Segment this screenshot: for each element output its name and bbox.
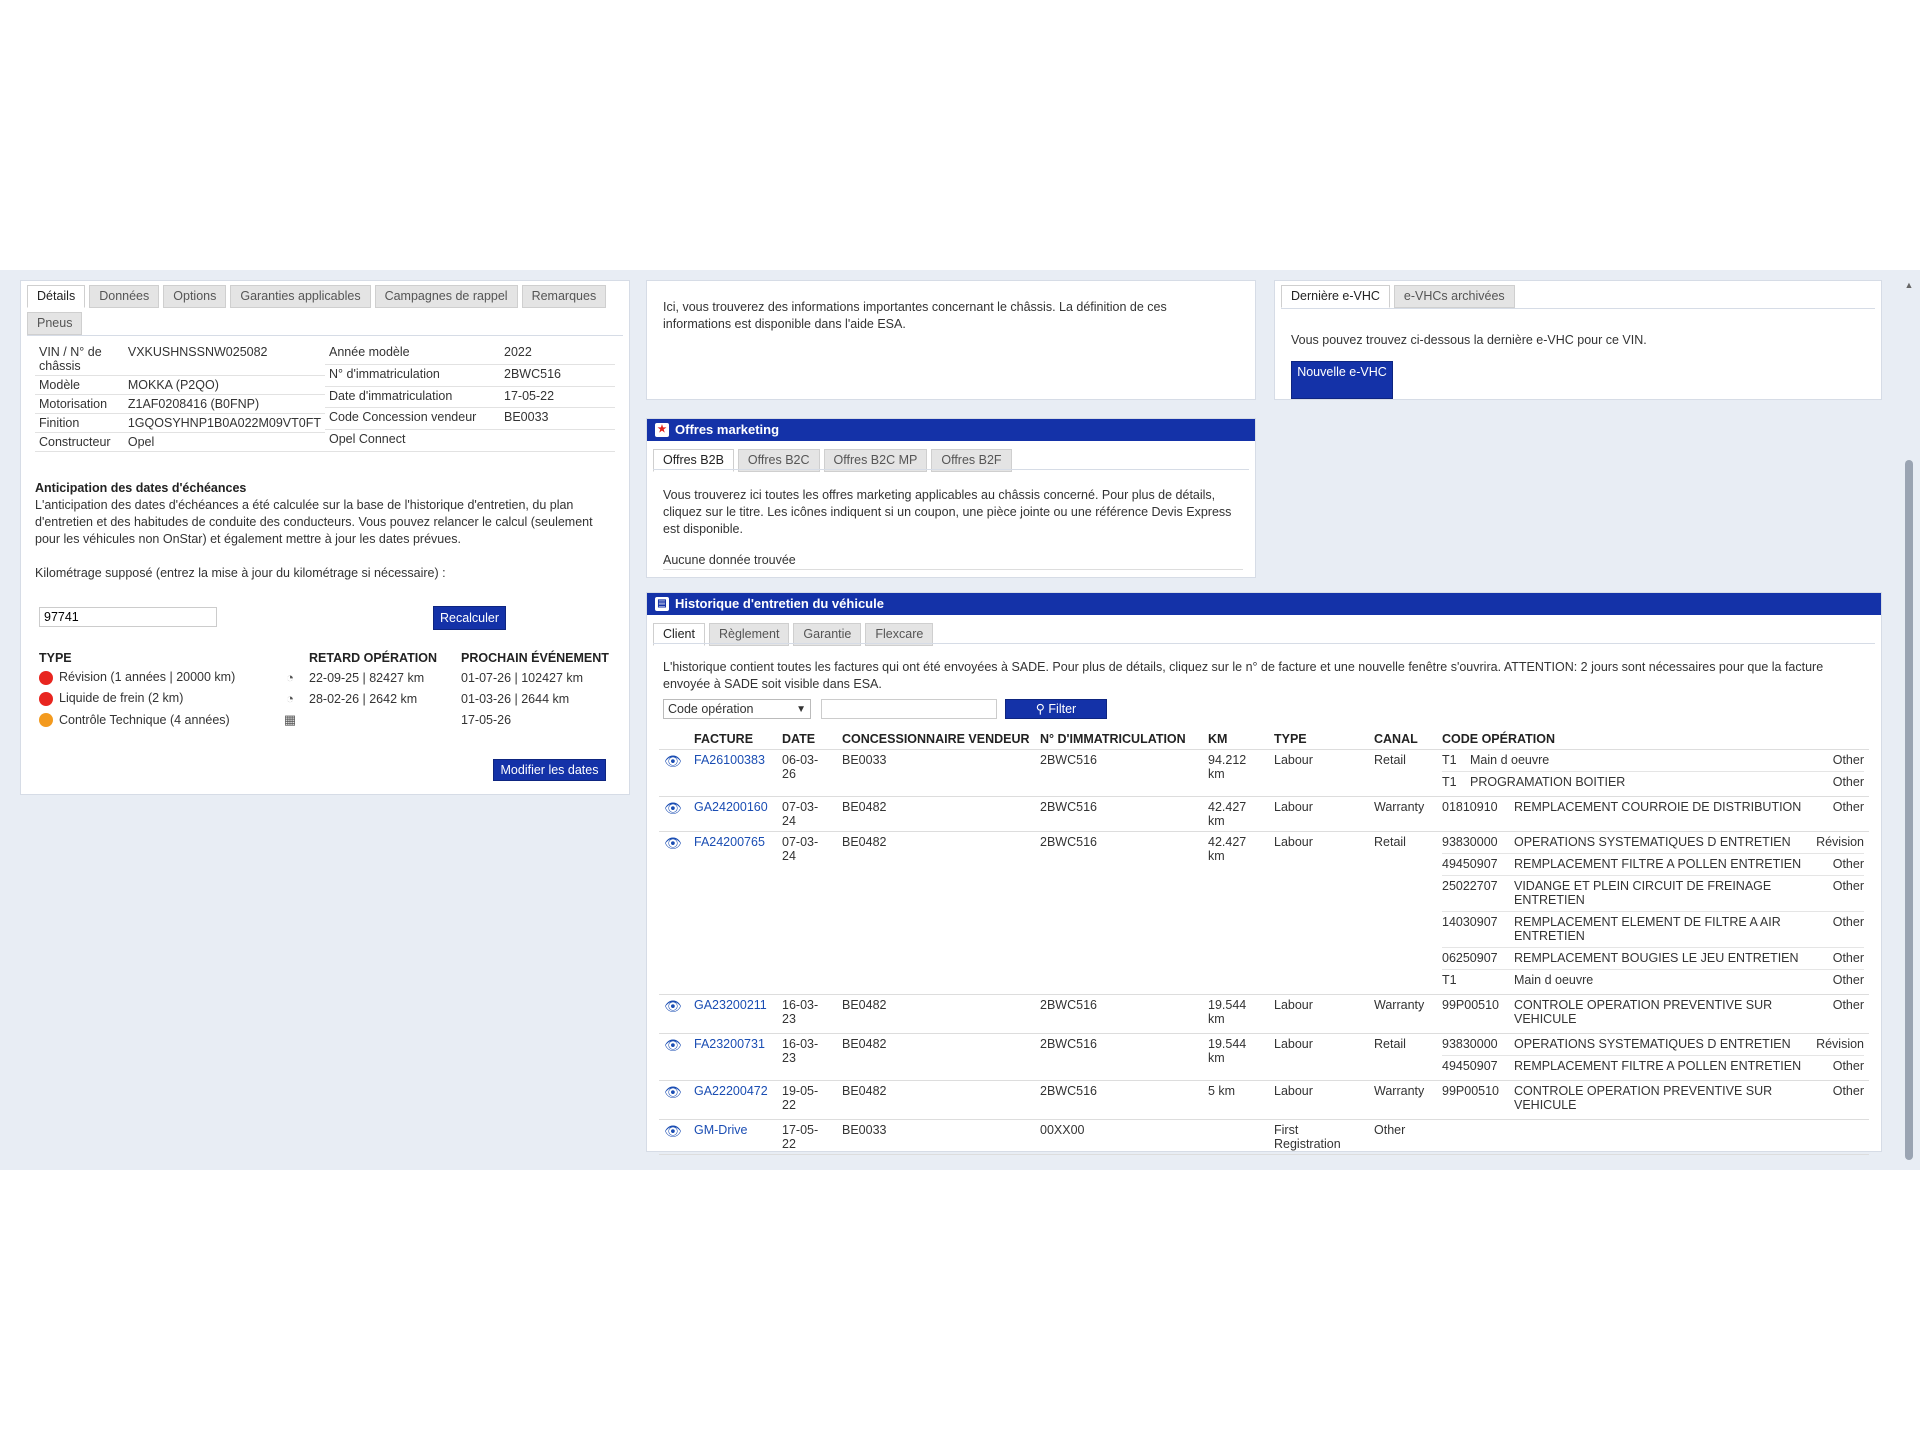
schedule-header-row [35, 649, 623, 667]
operation-category: Other [1832, 800, 1864, 814]
operation-item [1442, 912, 1864, 948]
filter-input[interactable] [821, 699, 997, 719]
marketing-tab-offres-b2f[interactable]: Offres B2F [931, 449, 1011, 472]
history-dealer: BE0482 [837, 995, 1035, 1034]
operation-code: T1 [1442, 753, 1457, 767]
marketing-tab-offres-b2c[interactable]: Offres B2C [738, 449, 820, 472]
schedule-type: Liquide de frein (2 km) [59, 691, 184, 706]
info-value: BE0033 [500, 408, 615, 430]
eye-icon[interactable]: 👁 [664, 835, 682, 851]
operation-category: Other [1832, 753, 1864, 767]
operation-category: Other [1804, 912, 1864, 948]
km-label: Kilométrage supposé (entrez la mise à jour du kilométrage si nécessaire) : [35, 566, 446, 580]
schedule-next: 01-07-26 | 102427 km [461, 670, 584, 685]
operation-list [1442, 1084, 1864, 1116]
schedule-delay: 28-02-26 | 2642 km [309, 691, 418, 706]
history-canal: Other [1369, 1120, 1437, 1155]
marketing-text: Vous trouverez ici toutes les offres marketing applicables au châssis concerné. Pour plus de détails, cliquez sur le titre. Les icônes indiquent si un coupon, une pièce jointe ou une référence Devis Express est disponible. [663, 488, 1232, 536]
history-row [659, 1034, 1869, 1081]
history-plate: 2BWC516 [1035, 1081, 1203, 1120]
new-evhc-button[interactable]: Nouvelle e-VHC [1291, 361, 1393, 399]
col-invoice: FACTURE [689, 729, 777, 750]
invoice-link[interactable]: FA23200731 [694, 1037, 765, 1051]
operation-code: 93830000 [1442, 1037, 1498, 1051]
details-tab-campagnes-de-rappel[interactable]: Campagnes de rappel [375, 285, 518, 308]
info-label: N° d'immatriculation [325, 364, 500, 386]
invoice-link[interactable]: GA22200472 [694, 1084, 768, 1098]
history-header [647, 593, 1881, 615]
scrollbar-thumb[interactable] [1905, 460, 1913, 1160]
history-dealer: BE0033 [837, 750, 1035, 797]
operation-category: Révision [1816, 1037, 1864, 1051]
info-label: Opel Connect [325, 430, 500, 452]
history-km: 19.544 km [1203, 1034, 1269, 1081]
history-plate: 2BWC516 [1035, 1034, 1203, 1081]
history-text: L'historique contient toutes les factures qui ont été envoyées à SADE. Pour plus de détails, cliquez sur le n° de facture et une nouvelle fenêtre s'ouvrira. ATTENTION: 2 jours sont nécessaires pour que la facture envoyée à SADE soit visible dans ESA. [663, 660, 1824, 691]
history-date: 17-05-22 [777, 1120, 837, 1155]
history-plate: 2BWC516 [1035, 750, 1203, 797]
history-date: 06-03-26 [777, 750, 837, 797]
chevron-down-icon: ▼ [796, 703, 806, 715]
marketing-title: Offres marketing [675, 422, 780, 437]
operation-category: Other [1832, 1084, 1864, 1098]
recalculate-button[interactable]: Recalculer [433, 606, 506, 630]
filter-select-value: Code opération [668, 702, 754, 716]
schedule-type: Contrôle Technique (4 années) [59, 712, 230, 727]
history-type: Labour [1269, 797, 1369, 832]
history-plate: 00XX00 [1035, 1120, 1203, 1155]
evhc-tabs [1275, 281, 1881, 308]
history-row [659, 832, 1869, 995]
history-tab-flexcare[interactable]: Flexcare [865, 623, 933, 646]
info-label: Finition [35, 414, 124, 433]
history-type: Labour [1269, 1034, 1369, 1081]
marketing-tab-offres-b2c-mp[interactable]: Offres B2C MP [824, 449, 928, 472]
info-value: Opel [124, 433, 325, 452]
history-type: Labour [1269, 995, 1369, 1034]
history-type: First Registration [1269, 1120, 1369, 1155]
operation-item [1442, 753, 1864, 772]
schedule-delay [305, 709, 457, 731]
vehicle-details-panel [20, 280, 630, 795]
operation-description: PROGRAMATION BOITIER [1470, 772, 1804, 794]
chassis-info-panel [646, 280, 1256, 400]
schedule-next: 17-05-26 [461, 713, 512, 727]
col-km: KM [1203, 729, 1269, 750]
info-value: 17-05-22 [500, 386, 615, 408]
history-date: 07-03-24 [777, 832, 837, 995]
history-canal: Warranty [1369, 995, 1437, 1034]
schedule-row [35, 688, 623, 709]
info-label: Constructeur [35, 433, 124, 452]
operation-item [1442, 1084, 1864, 1116]
info-row [325, 386, 615, 408]
schedule-row [35, 709, 623, 731]
operation-description: REMPLACEMENT FILTRE A POLLEN ENTRETIEN [1514, 854, 1804, 876]
status-dot [39, 692, 53, 706]
operation-code: 99P00510 [1442, 998, 1500, 1012]
operation-description: CONTROLE OPERATION PREVENTIVE SUR VEHICULE [1514, 1084, 1773, 1112]
operation-item [1442, 854, 1864, 876]
evhc-text: Vous pouvez trouvez ci-dessous la dernière e-VHC pour ce VIN. [1291, 333, 1647, 347]
history-km: 42.427 km [1203, 797, 1269, 832]
operation-item [1442, 876, 1864, 912]
schedule-delay: 22-09-25 | 82427 km [309, 670, 425, 685]
info-value: VXKUSHNSSNW025082 [124, 343, 325, 376]
history-panel [646, 592, 1882, 1152]
history-date: 19-05-22 [777, 1081, 837, 1120]
operation-category: Other [1832, 998, 1864, 1012]
history-tab-reglement[interactable]: Règlement [709, 623, 789, 646]
details-tab-garanties-applicables[interactable]: Garanties applicables [230, 285, 370, 308]
info-label: Code Concession vendeur [325, 408, 500, 430]
schedule-table [35, 649, 623, 731]
operation-category: Other [1804, 854, 1864, 876]
col-operation: CODE OPÉRATION [1437, 729, 1869, 750]
scroll-up-icon[interactable]: ▲ [1904, 280, 1914, 290]
info-value: 2BWC516 [500, 364, 615, 386]
operation-item [1442, 1037, 1864, 1056]
operation-description: CONTROLE OPERATION PREVENTIVE SUR VEHICULE [1514, 998, 1773, 1026]
history-row [659, 750, 1869, 797]
details-tab-options[interactable]: Options [163, 285, 226, 308]
details-tabs [21, 281, 629, 335]
operation-item [1442, 948, 1864, 970]
operation-code: T1 [1442, 772, 1470, 794]
invoice-link[interactable]: FA24200765 [694, 835, 765, 849]
modify-dates-button[interactable]: Modifier les dates [493, 759, 606, 781]
operation-code: 14030907 [1442, 912, 1514, 948]
info-row [325, 343, 615, 364]
col-canal: CANAL [1369, 729, 1437, 750]
operation-category: Other [1804, 876, 1864, 912]
info-row [325, 364, 615, 386]
history-km: 94.212 km [1203, 750, 1269, 797]
history-dealer: BE0482 [837, 1034, 1035, 1081]
filter-button-label: Filter [1048, 702, 1077, 716]
invoice-link[interactable]: FA26100383 [694, 753, 765, 767]
col-delay: RETARD OPÉRATION [309, 651, 438, 665]
invoice-link[interactable]: GM-Drive [694, 1123, 748, 1137]
star-icon: ★ [655, 423, 669, 437]
info-value: 2022 [500, 343, 615, 364]
operation-item [1442, 800, 1864, 818]
operation-list [1442, 998, 1864, 1030]
operation-list [1442, 753, 1864, 793]
operation-description: Main d oeuvre [1470, 753, 1550, 767]
history-canal: Warranty [1369, 1081, 1437, 1120]
history-plate: 2BWC516 [1035, 797, 1203, 832]
info-label: Année modèle [325, 343, 500, 364]
history-dealer: BE0482 [837, 797, 1035, 832]
eye-icon[interactable]: 👁 [664, 1037, 682, 1053]
operation-item [1442, 970, 1864, 992]
invoice-link[interactable]: GA23200211 [694, 998, 767, 1012]
operation-description: VIDANGE ET PLEIN CIRCUIT DE FREINAGE ENTRETIEN [1514, 876, 1804, 912]
history-tab-garantie[interactable]: Garantie [793, 623, 861, 646]
operation-code: 93830000 [1442, 835, 1498, 849]
chassis-info-text: Ici, vous trouverez des informations importantes concernant le châssis. La définition de ces informations est disponible dans l'aide ESA. [663, 300, 1167, 331]
eye-icon[interactable]: 👁 [664, 753, 682, 769]
operation-description: REMPLACEMENT COURROIE DE DISTRIBUTION [1514, 800, 1802, 814]
operation-item [1442, 772, 1864, 794]
vehicle-info-left [35, 343, 325, 452]
history-dealer: BE0482 [837, 1081, 1035, 1120]
operation-category: Other [1804, 948, 1864, 970]
details-tab-details[interactable]: Détails [27, 285, 85, 308]
operation-item [1442, 835, 1864, 854]
vehicle-info-right [325, 343, 615, 452]
history-date: 16-03-23 [777, 995, 837, 1034]
operation-description: REMPLACEMENT BOUGIES LE JEU ENTRETIEN [1514, 948, 1804, 970]
history-type: Labour [1269, 832, 1369, 995]
eye-icon[interactable]: 👁 [664, 800, 682, 816]
operation-category: Other [1804, 772, 1864, 794]
history-tab-client[interactable]: Client [653, 623, 705, 646]
info-label: VIN / N° de châssis [35, 343, 124, 376]
operation-code: 49450907 [1442, 1056, 1514, 1078]
history-plate: 2BWC516 [1035, 832, 1203, 995]
operation-code: 25022707 [1442, 876, 1514, 912]
marketing-tab-offres-b2b[interactable]: Offres B2B [653, 449, 734, 472]
history-canal: Retail [1369, 1034, 1437, 1081]
info-row [35, 376, 325, 395]
application-viewport [0, 270, 1920, 1170]
operation-category: Other [1804, 1056, 1864, 1078]
details-tab-donnees[interactable]: Données [89, 285, 159, 308]
info-row [325, 408, 615, 430]
eye-icon[interactable]: 👁 [664, 1084, 682, 1100]
evhc-tab-e-vhcs-archivees[interactable]: e-VHCs archivées [1394, 285, 1515, 308]
info-label: Modèle [35, 376, 124, 395]
history-date: 16-03-23 [777, 1034, 837, 1081]
search-icon: ⚲ [1035, 702, 1045, 716]
details-tab-remarques[interactable]: Remarques [522, 285, 607, 308]
operation-code: T1 [1442, 970, 1514, 992]
history-row [659, 797, 1869, 832]
history-km: 42.427 km [1203, 832, 1269, 995]
eye-icon[interactable]: 👁 [664, 998, 682, 1014]
info-value [500, 430, 615, 452]
operation-code: 49450907 [1442, 854, 1514, 876]
history-type: Labour [1269, 750, 1369, 797]
history-plate: 2BWC516 [1035, 995, 1203, 1034]
operation-description: OPERATIONS SYSTEMATIQUES D ENTRETIEN [1514, 835, 1791, 849]
operation-item [1442, 998, 1864, 1030]
operation-description: Main d oeuvre [1514, 970, 1804, 992]
evhc-tab-derniere-e-vhc[interactable]: Dernière e-VHC [1281, 285, 1390, 308]
history-row [659, 1120, 1869, 1155]
history-title: Historique d'entretien du véhicule [675, 596, 884, 611]
history-row [659, 995, 1869, 1034]
operation-description: OPERATIONS SYSTEMATIQUES D ENTRETIEN [1514, 1037, 1791, 1051]
operation-code: 01810910 [1442, 800, 1498, 814]
history-canal: Retail [1369, 832, 1437, 995]
history-km: 5 km [1203, 1081, 1269, 1120]
operation-item [1442, 1056, 1864, 1078]
history-canal: Retail [1369, 750, 1437, 797]
calendar-icon: ▦ [283, 712, 297, 727]
evhc-panel [1274, 280, 1882, 400]
col-next: PROCHAIN ÉVÉNEMENT [461, 651, 609, 665]
info-label: Motorisation [35, 395, 124, 414]
history-date: 07-03-24 [777, 797, 837, 832]
marketing-panel [646, 418, 1256, 578]
anticipation-title: Anticipation des dates d'échéances [35, 481, 247, 495]
history-table [659, 729, 1869, 1155]
info-row [35, 395, 325, 414]
gauge-icon: ◔ [286, 670, 294, 685]
marketing-header [647, 419, 1255, 441]
status-dot [39, 671, 53, 685]
marketing-tabs [647, 445, 1018, 472]
schedule-next: 01-03-26 | 2644 km [461, 691, 570, 706]
info-label: Date d'immatriculation [325, 386, 500, 408]
gauge-icon: ◔ [286, 691, 294, 706]
operation-code: 99P00510 [1442, 1084, 1500, 1098]
history-dealer: BE0033 [837, 1120, 1035, 1155]
col-type: TYPE [39, 651, 72, 665]
km-input[interactable] [39, 607, 217, 627]
anticipation-text: L'anticipation des dates d'échéances a été calculée sur la base de l'historique d'entretien, du plan d'entretien et des habitudes de conduite des conducteurs. Vous pouvez relancer le calcul (seulement pour les véhicules non OnStar) et également mettre à jour les dates prévues. [35, 498, 593, 546]
details-tab-pneus[interactable]: Pneus [27, 312, 82, 335]
info-row [35, 414, 325, 433]
history-header-row [659, 729, 1869, 750]
info-row [35, 433, 325, 452]
operation-description: REMPLACEMENT FILTRE A POLLEN ENTRETIEN [1514, 1056, 1804, 1078]
schedule-type: Révision (1 années | 20000 km) [59, 670, 236, 685]
info-value: Z1AF0208416 (B0FNP) [124, 395, 325, 414]
marketing-empty-text: Aucune donnée trouvée [663, 553, 1243, 570]
filter-button[interactable] [1005, 699, 1107, 719]
col-type: TYPE [1269, 729, 1369, 750]
history-row [659, 1081, 1869, 1120]
eye-icon[interactable]: 👁 [664, 1123, 682, 1139]
operation-filter-select[interactable] [663, 699, 811, 719]
history-type: Labour [1269, 1081, 1369, 1120]
col-date: DATE [777, 729, 837, 750]
operation-description: REMPLACEMENT ELEMENT DE FILTRE A AIR ENTRETIEN [1514, 912, 1804, 948]
info-row [325, 430, 615, 452]
invoice-link[interactable]: GA24200160 [694, 800, 768, 814]
operation-category: Other [1804, 970, 1864, 992]
operation-list [1442, 800, 1864, 818]
operation-code: 06250907 [1442, 948, 1514, 970]
info-row [35, 343, 325, 376]
operation-list [1442, 1037, 1864, 1077]
status-dot [39, 713, 53, 727]
history-canal: Warranty [1369, 797, 1437, 832]
col-dealer: CONCESSIONNAIRE VENDEUR [837, 729, 1035, 750]
history-km [1203, 1120, 1269, 1155]
operation-list [1442, 835, 1864, 991]
info-value: 1GQOSYHNP1B0A022M09VT0FT [124, 414, 325, 433]
history-tabs [647, 619, 939, 646]
operation-category: Révision [1816, 835, 1864, 849]
document-icon: ▤ [655, 597, 669, 611]
page-scrollbar[interactable] [1904, 280, 1914, 1160]
schedule-row [35, 667, 623, 688]
history-km: 19.544 km [1203, 995, 1269, 1034]
col-plate: N° D'IMMATRICULATION [1035, 729, 1203, 750]
info-value: MOKKA (P2QO) [124, 376, 325, 395]
history-dealer: BE0482 [837, 832, 1035, 995]
